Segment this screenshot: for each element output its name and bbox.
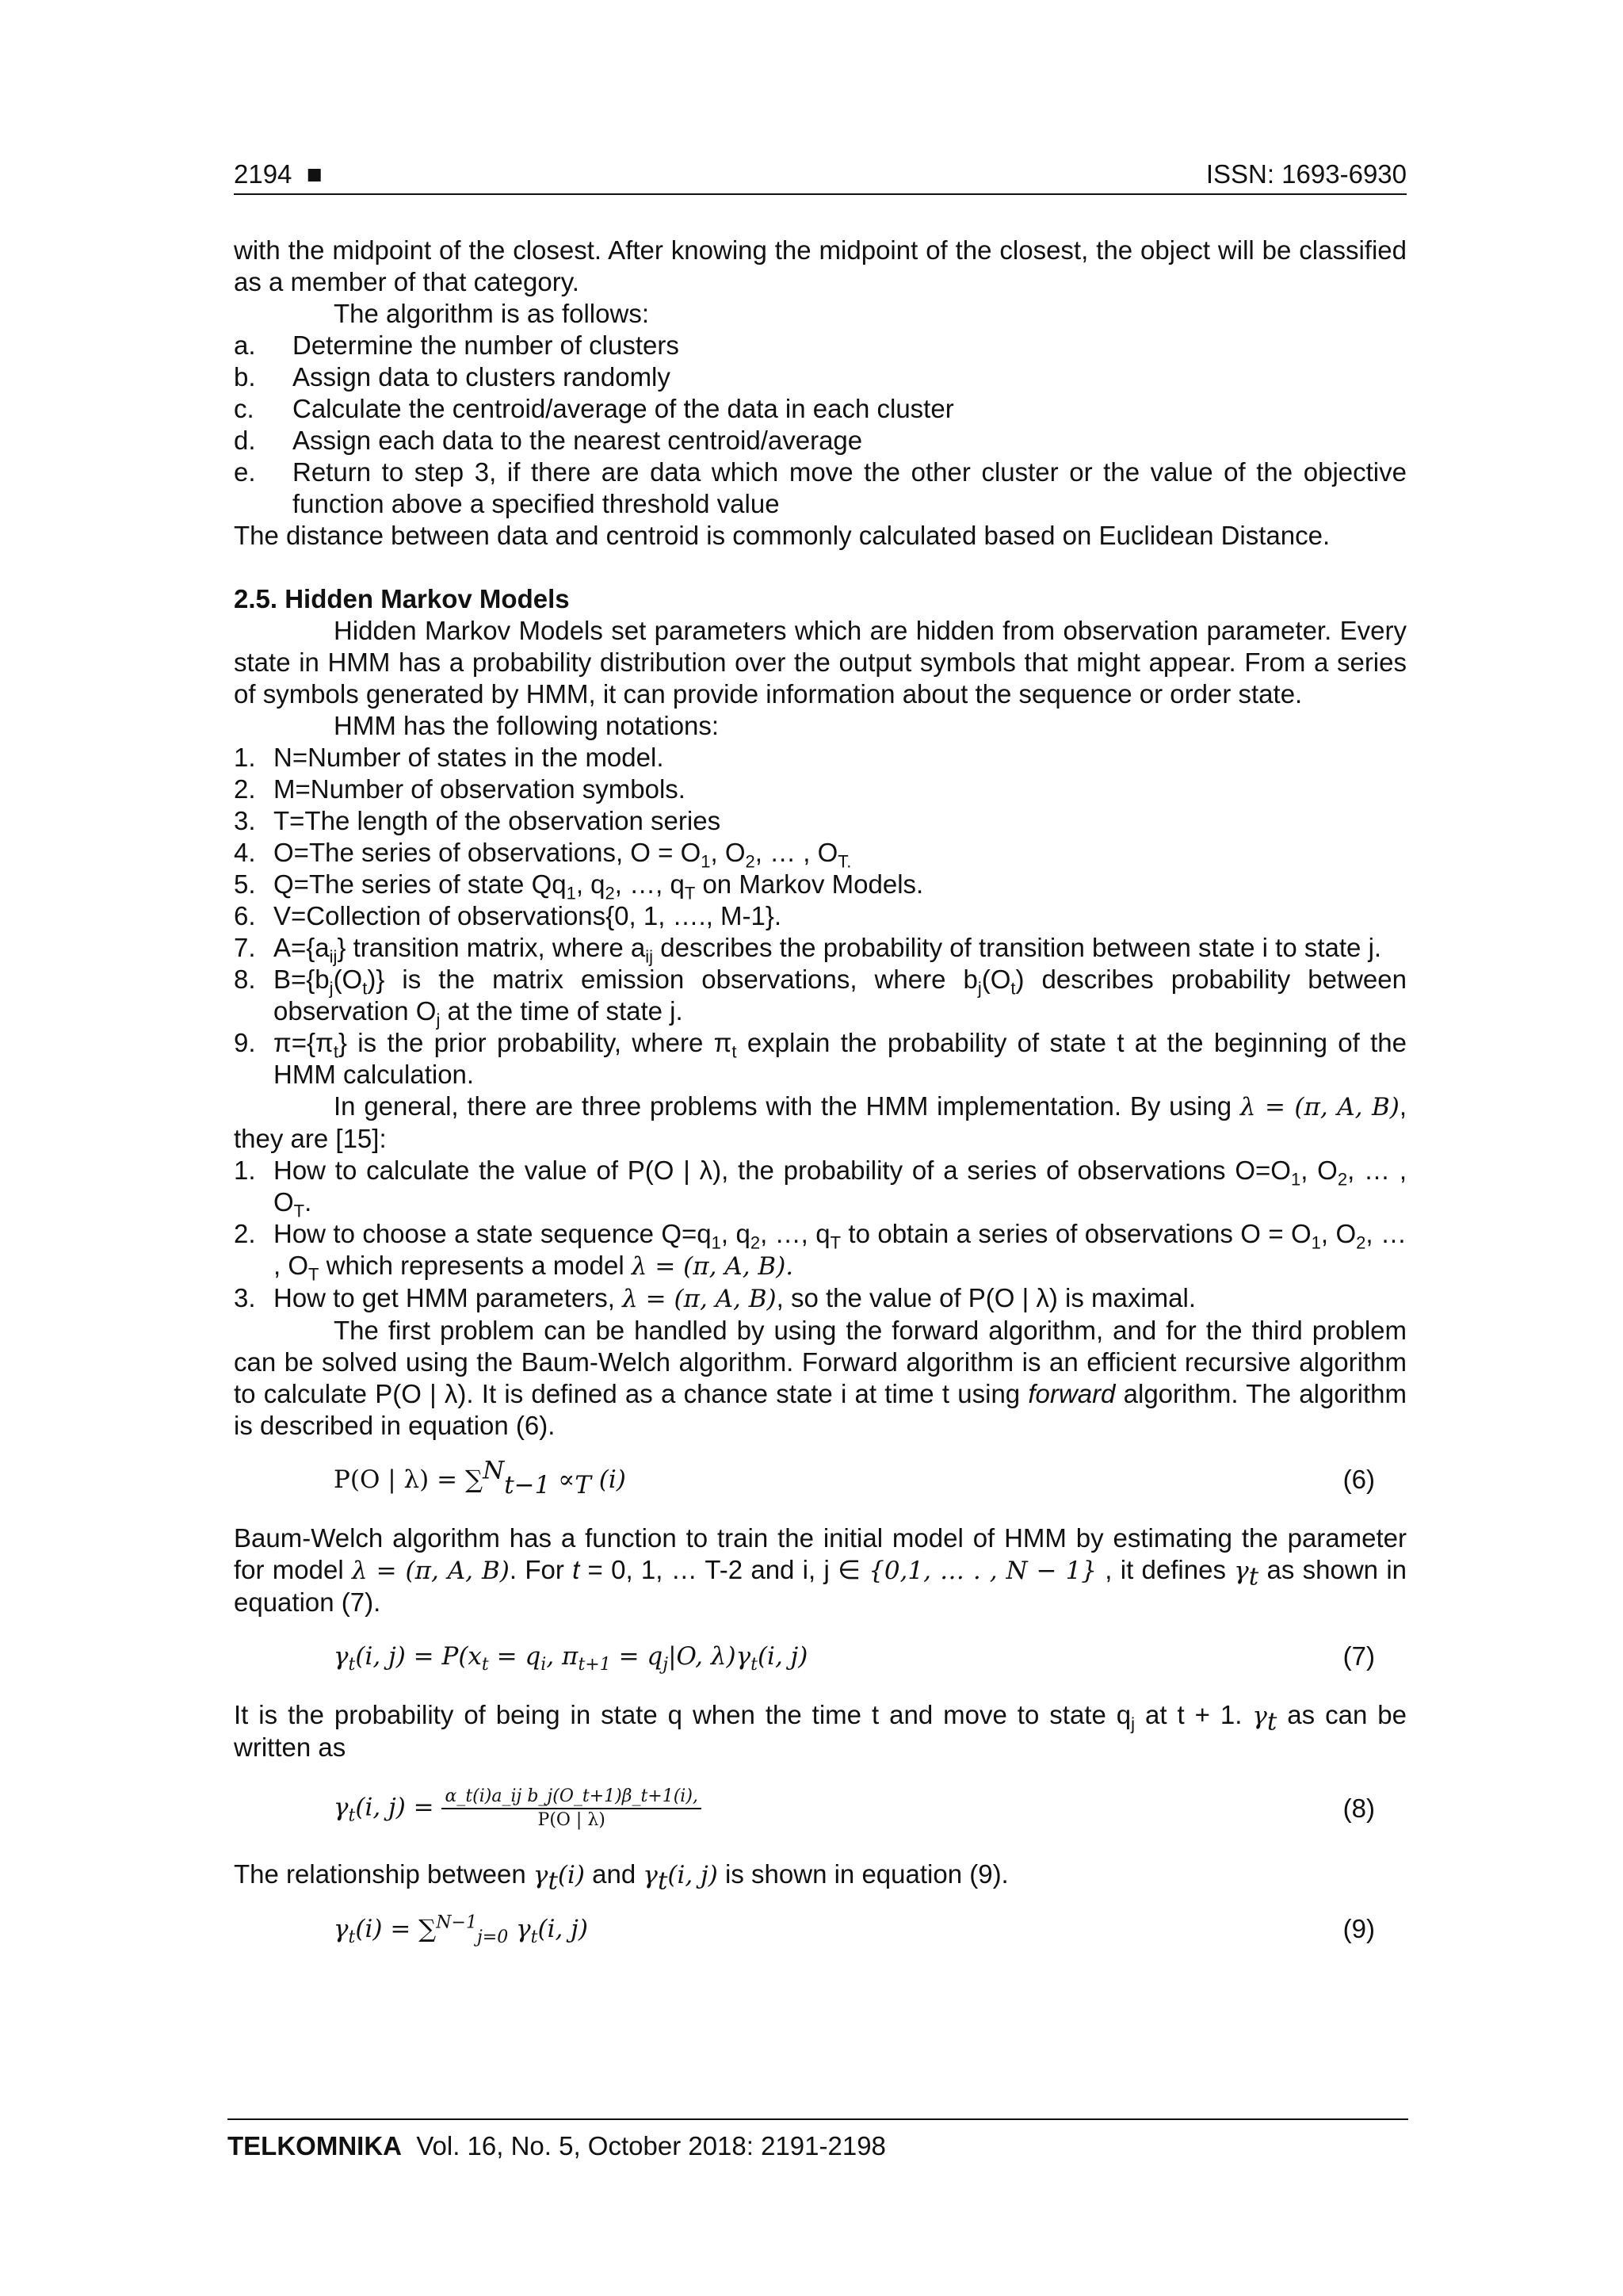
list-item: 7. $A=\{a_{ij}\}$ transition matrix, where $a_{ij}$ describes the probability of transition between state i to state j. bbox=[234, 933, 1382, 967]
list-item: b. Assign data to clusters randomly bbox=[234, 362, 670, 392]
page-number: 2194 ■ bbox=[234, 159, 323, 189]
list-item: 8. $B=\{b_j(O_t)\}$ is the matrix emission observations, where $b_j(O_t)$ describes probability between observation $O_j$ at the time of state j. bbox=[234, 965, 1407, 1030]
list-item: 3. How to get HMM parameters, λ = (π, A, B), so the value of P(O | λ) is maximal. bbox=[234, 1283, 1197, 1313]
body-content bbox=[234, 235, 1407, 1948]
issn: ISSN: 1693-6930 bbox=[1205, 159, 1407, 189]
footer-rule bbox=[227, 2118, 1408, 2120]
notations-list bbox=[234, 742, 1407, 1091]
page-footer bbox=[227, 2118, 1408, 2161]
list-item: e. Return to step 3, if there are data which move the other cluster or the value of the objective function above a specified threshold value bbox=[234, 457, 1407, 518]
problems-list bbox=[234, 1155, 1407, 1315]
equation-expression: $\gamma_t(i) = \sum^{N-1}_{j=0}$ $\gamma_t(i$, j) bbox=[334, 1912, 588, 1948]
journal-name: TELKOMNIKA bbox=[227, 2131, 402, 2160]
baum-welch-paragraph: Baum-Welch algorithm has a function to train the initial model of HMM by estimating the parameter for model λ = (π, A, B). For t = 0, 1, … T-2 and i, j ∈ {0,1, … . , N − 1} , it defines $\gamma_t$ as shown in equation (7). bbox=[234, 1523, 1407, 1617]
equation-9 bbox=[234, 1912, 1407, 1948]
list-item: 4. O=The series of observations, $O = O_1$, $O_2$, … , $O_{T.}$ bbox=[234, 838, 852, 872]
equation-number: (8) bbox=[1342, 1794, 1375, 1823]
fraction: $\frac{\text{α\_t(i)a\_ij b\_j(O\_t+1)β\_t+1(i),}}{P(O | \lambda)}$ bbox=[441, 1786, 701, 1832]
footer-citation bbox=[227, 2131, 1408, 2161]
relationship-paragraph: The relationship between $\gamma_t(i)$ and $\gamma_t(i$, j) is shown in equation (9). bbox=[234, 1859, 1009, 1896]
hmm-paragraph: Hidden Markov Models set parameters which are hidden from observation parameter. Every state in HMM has a probability distribution over the output symbols that might appear. From a series of symbols generated by HMM, it can provide information about the sequence or order state. bbox=[234, 616, 1407, 709]
intro-paragraph: with the midpoint of the closest. After knowing the midpoint of the closest, the object will be classified as a member of that category. bbox=[234, 235, 1407, 296]
distance-note: The distance between data and centroid is commonly calculated based on Euclidean Distance. bbox=[234, 521, 1331, 550]
equation-7 bbox=[234, 1641, 1407, 1675]
list-item: 9. $\pi=\{\pi_t\}$ is the prior probability, where $\pi_t$ explain the probability of state t at the beginning of the HMM calculation. bbox=[234, 1028, 1407, 1089]
equation-number: (7) bbox=[1342, 1641, 1375, 1671]
equation-8 bbox=[234, 1786, 1407, 1832]
equation-expression: P(O | $\lambda) = \sum^N_{t-1} \propto_T$ (i) bbox=[334, 1456, 626, 1500]
paper-page bbox=[234, 155, 1407, 1972]
list-item: 1. How to calculate the value of P(O | λ), the probability of a series of observations $O=O_1$, $O_2$, … , $O_T$. bbox=[234, 1156, 1407, 1221]
section-heading: 2.5. Hidden Markov Models bbox=[234, 584, 570, 613]
list-item: 1. N=Number of states in the model. bbox=[234, 743, 664, 772]
list-item: 2. M=Number of observation symbols. bbox=[234, 774, 685, 804]
list-item: 3. T=The length of the observation series bbox=[234, 806, 721, 835]
list-item: d. Assign each data to the nearest centroid/average bbox=[234, 426, 863, 455]
equation-expression: $\gamma_t(i$, $j) = P(x_t = q_i$, $\pi_{t+1} = q_j|O$, $\lambda)\gamma_t(i$, j) bbox=[334, 1642, 808, 1675]
forward-paragraph: The first problem can be handled by using the forward algorithm, and for the third problem can be solved using the Baum-Welch algorithm. Forward algorithm is an efficient recursive algorithm to calculate P(O | λ). It is defined as a chance state i at time t using forward algorithm. The algorithm is described in equation (6). bbox=[234, 1316, 1407, 1440]
probability-paragraph: It is the probability of being in state q when the time t and move to state $q_j$ at t + 1. $\gamma_t$ as can be written as bbox=[234, 1700, 1407, 1762]
equation-number: (9) bbox=[1342, 1914, 1375, 1943]
algorithm-intro: The algorithm is as follows: bbox=[334, 299, 649, 328]
journal-details: Vol. 16, No. 5, October 2018: 2191-2198 bbox=[416, 2131, 886, 2160]
equation-6 bbox=[234, 1456, 1407, 1500]
problems-intro: In general, there are three problems with the HMM implementation. By using λ = (π, A, B), they are [15]: bbox=[234, 1091, 1407, 1153]
list-item: 2. How to choose a state sequence $Q=q_1$, $q_2$, …, $q_T$ to obtain a series of observations $O = O_1$, $O_2$, … , $O_T$ which represents a model λ = (π, A, B). bbox=[234, 1219, 1407, 1285]
equation-expression: $\gamma_t(i$, j) = $\frac{\text{α\_t(i)a\_ij b\_j(O\_t+1)β\_t+1(i),}}{P(O | \lambda)}$ bbox=[334, 1786, 701, 1832]
notations-intro: HMM has the following notations: bbox=[334, 711, 720, 740]
square-icon: ■ bbox=[306, 159, 323, 189]
list-item: c. Calculate the centroid/average of the data in each cluster bbox=[234, 394, 954, 423]
header-rule bbox=[234, 193, 1407, 195]
list-item: 6. V=Collection of observations{0, 1, …., M-1}. bbox=[234, 901, 782, 930]
equation-number: (6) bbox=[1342, 1465, 1375, 1494]
list-item: a. Determine the number of clusters bbox=[234, 330, 679, 360]
algorithm-steps bbox=[234, 330, 1407, 520]
list-item: 5. Q=The series of state $Qq_1$, $q_2$, …, $q_T$ on Markov Models. bbox=[234, 869, 924, 904]
page-header bbox=[234, 155, 1407, 190]
